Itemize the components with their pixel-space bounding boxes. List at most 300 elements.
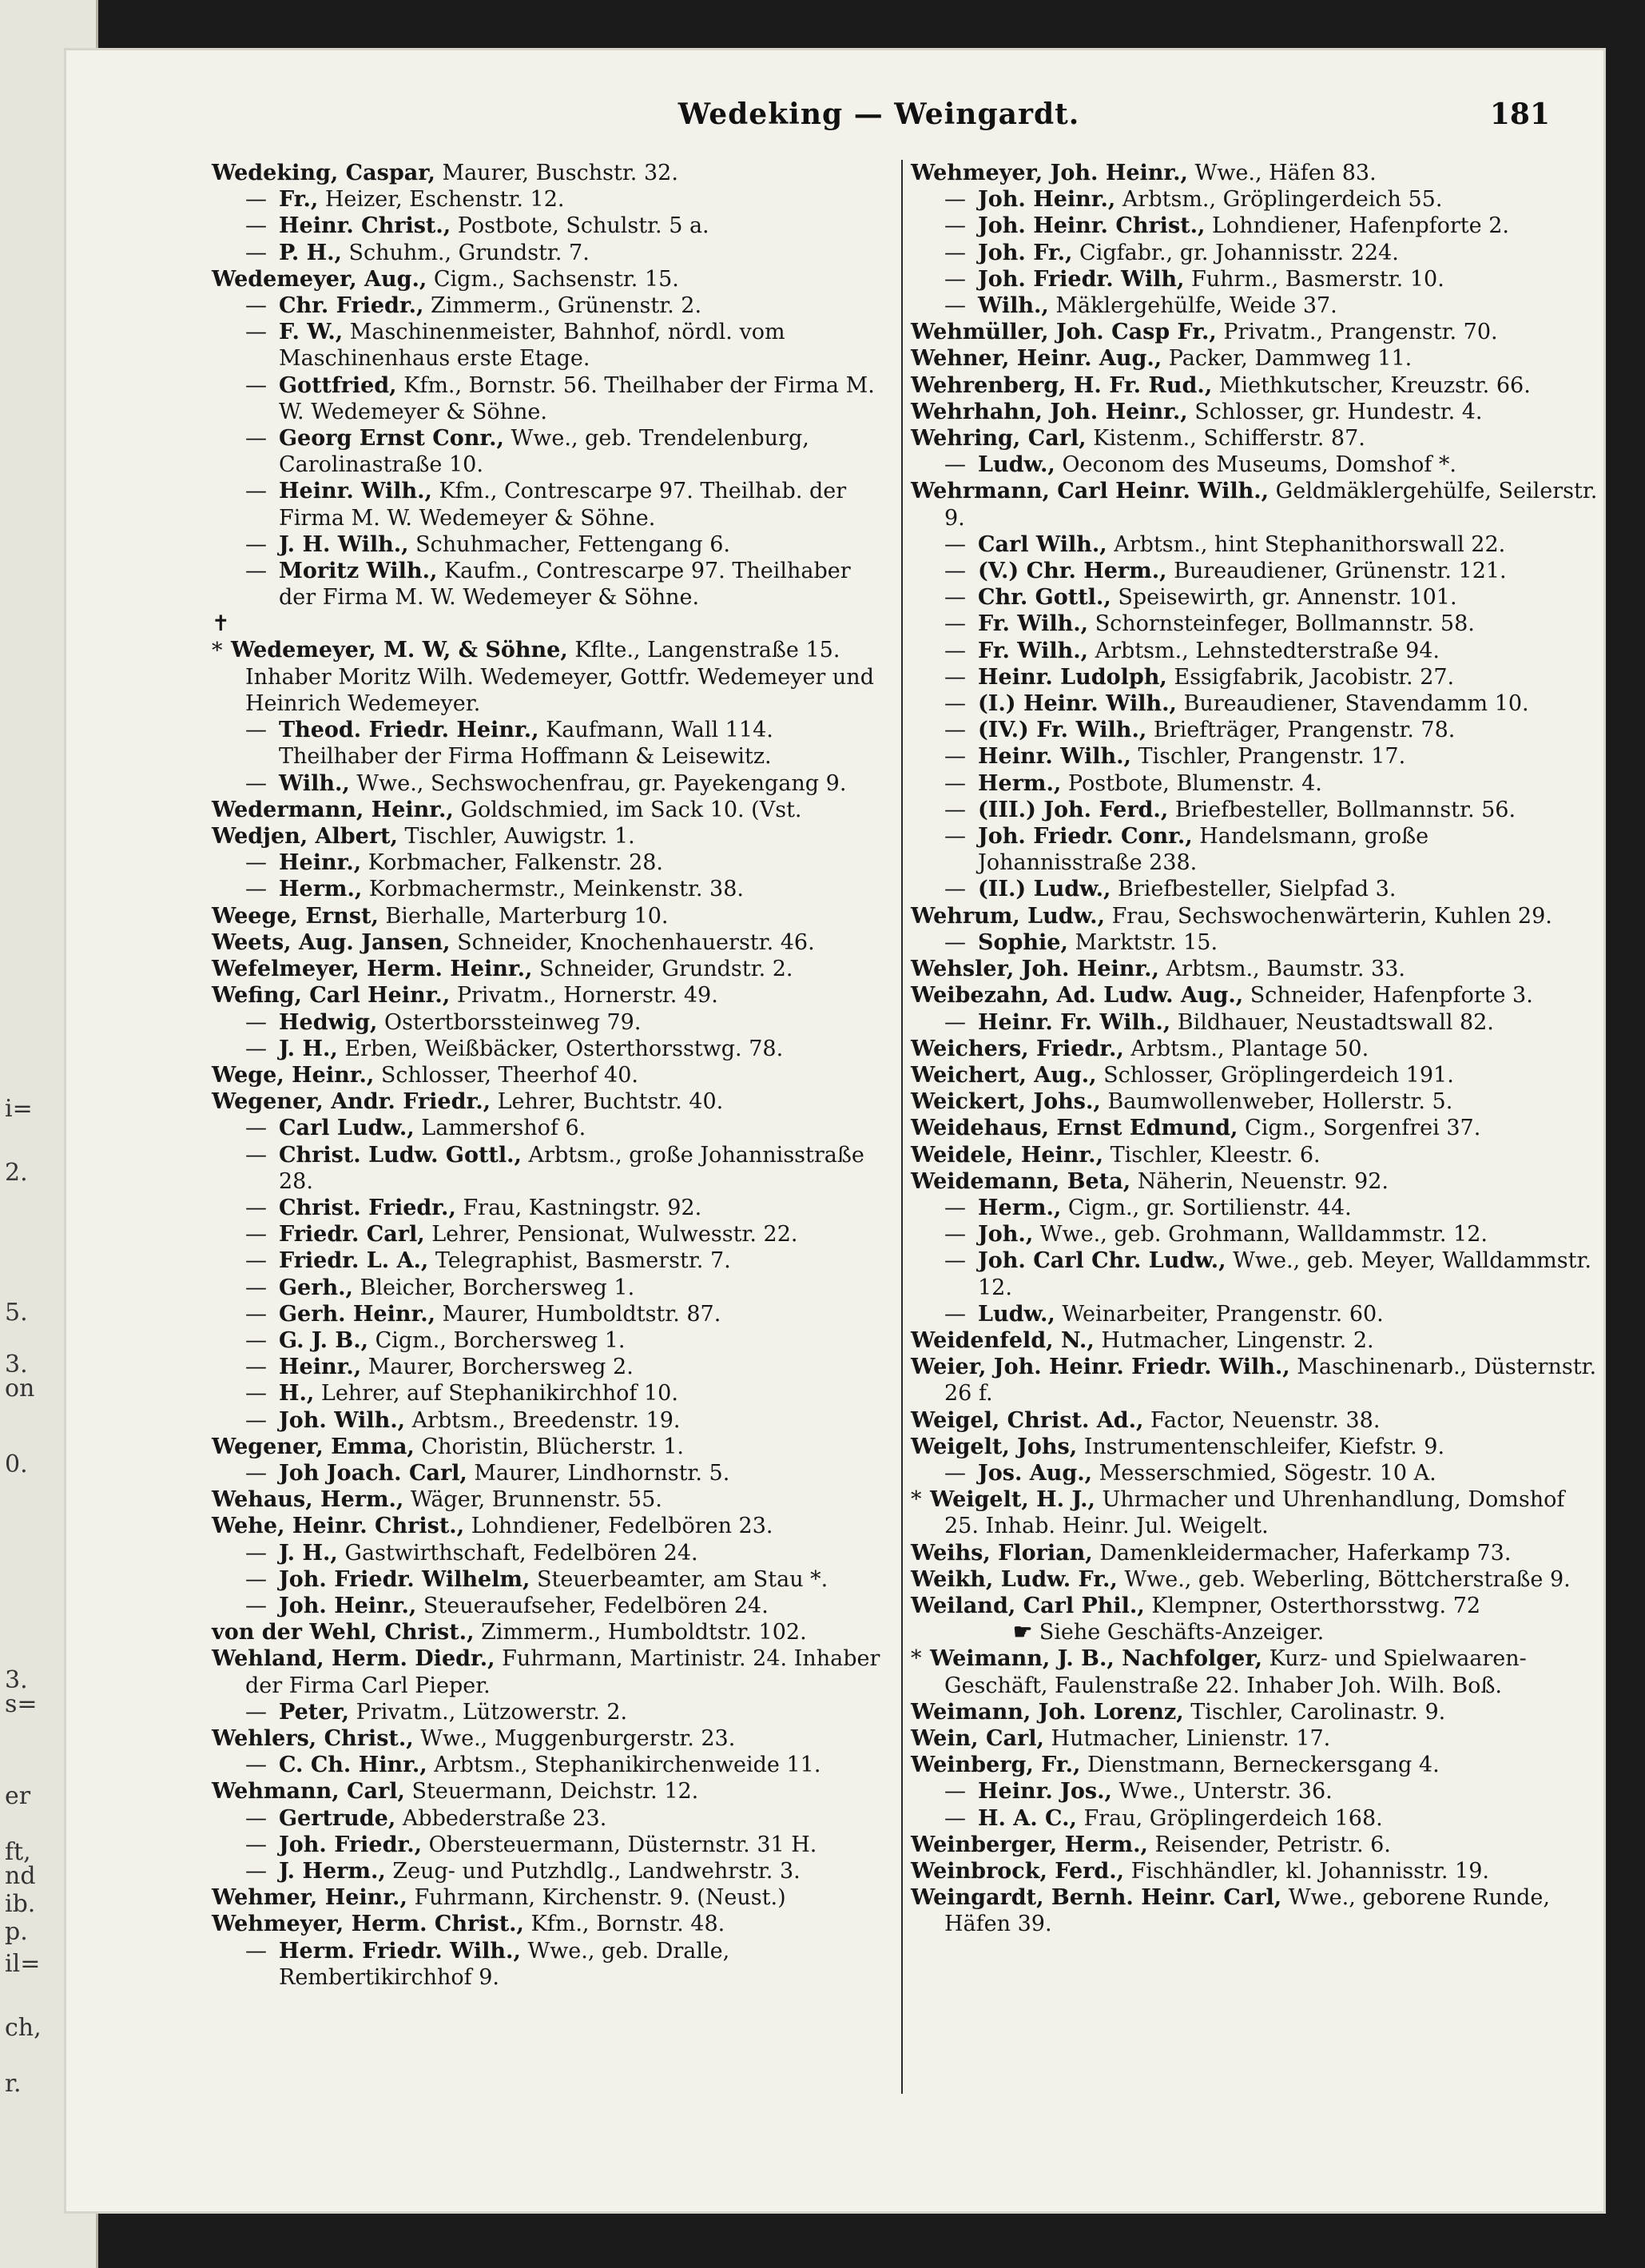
ditto-dash: — [944,1009,966,1035]
directory-entry [911,292,1598,319]
ditto-dash: — [245,1460,267,1486]
entry-details: Postbote, Blumenstr. 4. [1061,770,1322,796]
directory-entry [212,160,883,186]
ditto-dash: — [944,531,966,557]
entry-name: Wegener, Emma, [212,1434,415,1459]
directory-entry [911,929,1598,956]
entry-name: Weichert, Aug., [911,1062,1097,1088]
entry-details: Ostertborssteinweg 79. [377,1009,642,1035]
entry-name: Joh., [978,1222,1034,1247]
directory-entry [911,611,1598,637]
entry-details: Schuhm., Grundstr. 7. [341,240,590,265]
entry-name: Gerh., [279,1275,353,1300]
entry-name: Wedjen, Albert, [212,824,398,850]
entry-details: Wwe., geb. Trendelenburg, Carolinastraße 10. [279,426,809,478]
ditto-dash: — [944,1460,966,1486]
entry-name: Weikh, Ludw. Fr., [911,1566,1118,1592]
directory-entry [911,1221,1598,1247]
entry-details: Schornsteinfeger, Bollmannstr. 58. [1088,611,1475,637]
entry-name: J. H., [279,1540,338,1566]
ditto-dash: — [245,850,267,876]
entry-details: Maurer, Borchersweg 2. [361,1355,634,1380]
entry-details: Wwe., geb. Meyer, Walldammstr. 12. [978,1248,1592,1300]
entry-details: Zimmerm., Grünenstr. 2. [423,293,702,319]
page-header [64,97,1606,145]
entry-details: Kfm., Bornstr. 56. Theilhaber der Firma M. W. Wedemeyer & Söhne. [279,372,875,424]
entry-name: Fr., [279,187,319,213]
entry-details: Fuhrmann, Martinistr. 24. Inhaber der Firma Carl Pieper. [245,1646,880,1698]
entry-details: Speisewirth, gr. Annenstr. 101. [1111,585,1457,611]
entry-name: Wedeking, Caspar, [212,161,435,185]
directory-entry [911,1434,1598,1460]
entry-name: Christ. Ludw. Gottl., [279,1142,522,1168]
directory-entry [212,1009,883,1036]
ditto-dash: — [944,691,966,717]
entry-details: Schneider, Hafenpforte 3. [1243,983,1533,1009]
entry-name: Christ. Friedr., [279,1195,456,1220]
previous-page-fragment: nd [5,1862,36,1890]
entry-name: Weets, Aug. Jansen, [212,929,451,955]
directory-entry [911,345,1598,372]
entry-name: Peter, [279,1699,350,1725]
ditto-dash: — [944,213,966,239]
directory-entry [212,770,883,797]
right-column [911,160,1598,1938]
entry-details: Arbtsm., Stephanikirchenweide 11. [427,1753,821,1778]
entry-details: Arbtsm., Breedenstr. 19. [405,1407,681,1433]
entry-details: Wwe., Sechswochenfrau, gr. Payekengang 9. [349,770,847,796]
entry-name: Joh. Wilh., [279,1407,406,1433]
directory-entry [911,1354,1598,1407]
entry-details: Tischler, Auwigstr. 1. [397,824,635,850]
entry-details: Gastwirthschaft, Fedelbören 24. [337,1540,698,1566]
entry-details: Arbtsm., Plantage 50. [1123,1036,1369,1061]
entry-name: Fr. Wilh., [978,638,1089,663]
directory-entry [911,1062,1598,1088]
directory-entry [911,1832,1598,1858]
entry-details: Steuerbeamter, am Stau *. [530,1566,828,1592]
entry-details: Maurer, Lindhornstr. 5. [467,1460,730,1486]
directory-entry [911,1593,1598,1619]
directory-entry [212,956,883,982]
ditto-dash: — [245,559,267,584]
directory-entry [212,1884,883,1911]
entry-details: Baumwollenweber, Hollerstr. 5. [1100,1089,1453,1115]
ditto-dash: — [245,1036,267,1061]
entry-details: Tischler, Carolinastr. 9. [1183,1699,1446,1725]
ditto-dash: — [245,1832,267,1857]
ditto-dash: — [944,797,966,822]
entry-name: Joh. Friedr. Wilh, [978,266,1185,292]
directory-entry [911,638,1598,664]
entry-name: Herm., [978,770,1062,796]
entry-name: Herm., [279,877,363,902]
entry-name: F. W., [279,320,344,345]
previous-page-fragment: ch, [5,2014,42,2042]
entry-name: Joh. Friedr., [279,1832,422,1857]
entry-details: Schlosser, Theerhof 40. [374,1062,638,1088]
entry-details: Wwe., Muggenburgerstr. 23. [413,1725,736,1751]
entry-marker: * [911,1487,922,1513]
ditto-dash: — [944,293,966,319]
entry-details: Wwe., Häfen 83. [1187,161,1377,185]
directory-entry [212,1247,883,1274]
entry-name: Carl Ludw., [279,1116,415,1141]
entry-details: Obersteuermann, Düsternstr. 31 H. [422,1832,817,1857]
directory-entry [212,1486,883,1513]
directory-entry [911,903,1598,929]
directory-entry [911,1088,1598,1115]
entry-name: Weimann, J. B., Nachfolger, [930,1646,1263,1672]
entry-name: Heinr. Wilh., [978,744,1131,770]
directory-entry [212,1036,883,1062]
directory-entry [911,1619,1598,1645]
entry-name: H. A. C., [978,1805,1077,1831]
ditto-dash: — [944,559,966,584]
directory-entry [911,664,1598,690]
entry-details: Damenkleidermacher, Haferkamp 73. [1092,1540,1512,1566]
entry-name: Weibezahn, Ad. Ludw. Aug., [911,983,1244,1009]
previous-page-fragment: p. [5,1918,28,1946]
entry-details: Wwe., geb. Grohmann, Walldammstr. 12. [1033,1222,1488,1247]
directory-entry [212,558,883,611]
ditto-dash: — [245,1275,267,1300]
entry-details: Wwe., Unterstr. 36. [1111,1779,1333,1804]
ditto-dash: — [944,452,966,478]
entry-name: von der Wehl, Christ., [212,1620,475,1645]
directory-entry [911,160,1598,186]
entry-details: Kurz- und Spielwaaren-Geschäft, Faulenstraße 22. Inhaber Joh. Wilh. Boß. [944,1646,1527,1698]
directory-entry [911,1301,1598,1327]
ditto-dash: — [245,1699,267,1725]
entry-details: Fuhrmann, Kirchenstr. 9. (Neust.) [407,1885,786,1911]
entry-details: Arbtsm., Lehnstedterstraße 94. [1088,638,1440,663]
entry-details: Geldmäklergehülfe, Seilerstr. 9. [944,479,1598,531]
entry-details: Schneider, Knochenhauerstr. 46. [450,929,815,955]
entry-details: Heizer, Eschenstr. 12. [318,187,565,213]
entry-details: Briefträger, Prangenstr. 78. [1146,718,1456,743]
ditto-dash: — [245,877,267,902]
previous-page-fragment: s= [5,1690,38,1718]
directory-entry [911,1195,1598,1221]
directory-entry [911,213,1598,239]
entry-name: Wehe, Heinr. Christ., [212,1514,465,1539]
entry-details: Erben, Weißbäcker, Osterthorsstwg. 78. [337,1036,784,1061]
directory-entry [212,1566,883,1593]
entry-details: Arbtsm., Baumstr. 33. [1158,957,1405,982]
previous-page-fragment: on [5,1375,35,1403]
entry-details: Lammershof 6. [414,1116,586,1141]
entry-details: Oeconom des Museums, Domshof *. [1055,452,1456,478]
entry-name: Friedr. Carl, [279,1222,425,1247]
entry-details: Frau, Sechswochenwärterin, Kuhlen 29. [1104,903,1552,929]
entry-name: Weidemann, Beta, [911,1168,1131,1194]
entry-details: Tischler, Kleestr. 6. [1103,1142,1321,1168]
entry-details: Schlosser, gr. Hundestr. 4. [1187,399,1483,424]
entry-details: Kfm., Contrescarpe 97. Theilhab. der Firma M. W. Wedemeyer & Söhne. [279,479,847,531]
directory-entry [911,876,1598,902]
directory-entry [911,584,1598,611]
ditto-dash: — [245,770,267,796]
entry-details: Korbmachermstr., Meinkenstr. 38. [362,877,744,902]
ditto-dash: — [944,585,966,611]
entry-name: Wehrmann, Carl Heinr. Wilh., [911,479,1270,504]
entry-details: Maurer, Buschstr. 32. [435,161,678,185]
entry-name: Wein, Carl, [911,1725,1044,1751]
directory-entry [212,1407,883,1434]
entry-details: Lohndiener, Fedelbören 23. [464,1514,773,1539]
entry-details: Bleicher, Borchersweg 1. [352,1275,635,1300]
entry-details: Steueraufseher, Fedelbören 24. [416,1593,769,1618]
entry-details: Uhrmacher und Uhrenhandlung, Domshof 25. Inhab. Heinr. Jul. Weigelt. [944,1487,1565,1539]
entry-name: Weege, Ernst, [212,903,379,929]
entry-details: Kaufm., Contrescarpe 97. Theilhaber der Firma M. W. Wedemeyer & Söhne. [279,559,851,611]
directory-entry [911,770,1598,797]
entry-details: Reisender, Petristr. 6. [1147,1832,1391,1857]
previous-page-fragment: i= [5,1095,33,1123]
directory-entry [212,1513,883,1539]
entry-name: Wefing, Carl Heinr., [212,983,451,1009]
directory-entry [212,1858,883,1884]
directory-entry [212,797,883,823]
entry-name: Chr. Friedr., [279,293,424,319]
entry-name: Joh. Heinr., [279,1593,417,1618]
entry-details: Kaufmann, Wall 114. Theilhaber der Firma Hoffmann & Leisewitz. [279,718,773,770]
entry-details: Maschinenmeister, Bahnhof, nördl. vom Maschinenhaus erste Etage. [279,320,785,372]
entry-name: J. H. Wilh., [279,531,409,557]
directory-entry [212,1327,883,1354]
entry-name: Weiland, Carl Phil., [911,1593,1145,1618]
ditto-dash: — [245,1248,267,1274]
directory-entry [212,850,883,876]
entry-details: Telegraphist, Basmerstr. 7. [428,1248,731,1274]
entry-details: Privatm., Lützowerstr. 2. [349,1699,628,1725]
entry-name: Sophie, [978,929,1068,955]
previous-page-fragment: er [5,1782,31,1810]
ditto-dash: — [245,1381,267,1407]
directory-entry [911,717,1598,743]
ditto-dash: — [245,213,267,239]
directory-entry [911,797,1598,823]
directory-entry [911,399,1598,425]
entry-name: Wedemeyer, Aug., [212,266,427,292]
entry-name: Wehmeyer, Herm. Christ., [212,1912,524,1937]
directory-entry [212,1301,883,1327]
directory-entry [212,717,883,770]
entry-name: Ludw., [978,452,1055,478]
entry-details: Marktstr. 15. [1067,929,1218,955]
directory-entry [212,1434,883,1460]
entry-name: P. H., [279,240,342,265]
entry-details: Cigfabr., gr. Johannisstr. 224. [1072,240,1399,265]
directory-entry [911,1566,1598,1593]
entry-name: Chr. Gottl., [978,585,1111,611]
entry-details: Kfm., Bornstr. 48. [523,1912,725,1937]
entry-name: Wehland, Herm. Diedr., [212,1646,495,1672]
entry-details: Dienstmann, Berneckersgang 4. [1080,1753,1440,1778]
entry-details: Schuhmacher, Fettengang 6. [408,531,730,557]
entry-details: Arbtsm., große Johannisstraße 28. [279,1142,864,1194]
directory-entry [911,266,1598,292]
running-title: Wedeking — Weingardt. [677,97,1080,131]
directory-entry [911,1036,1598,1062]
entry-name: Weigel, Christ. Ad., [911,1407,1144,1433]
ditto-dash: — [245,1407,267,1433]
previous-page-fragment: r. [5,2070,22,2098]
entry-name: Wehlers, Christ., [212,1725,414,1751]
entry-name: (I.) Heinr. Wilh., [978,691,1177,717]
ditto-dash: — [245,1566,267,1592]
ditto-dash: — [944,744,966,770]
entry-name: Weingardt, Bernh. Heinr. Carl, [911,1885,1282,1911]
entry-marker: * [911,1646,922,1672]
entry-details: Choristin, Blücherstr. 1. [414,1434,685,1459]
entry-name: Wedermann, Heinr., [212,797,454,822]
directory-entry [911,1752,1598,1778]
ditto-dash: — [944,611,966,637]
directory-entry [212,1725,883,1752]
entry-details: Factor, Neuenstr. 38. [1143,1407,1381,1433]
entry-details: Wwe., geb. Weberling, Böttcherstraße 9. [1117,1566,1571,1592]
entry-details: Miethkutscher, Kreuzstr. 66. [1212,372,1531,398]
entry-name: Gottfried, [279,372,397,398]
directory-entry [212,1938,883,1991]
entry-name: Wehrum, Ludw., [911,903,1105,929]
ditto-dash: — [245,1593,267,1618]
directory-entry [911,956,1598,982]
entry-name: Weinberg, Fr., [911,1753,1081,1778]
column-divider [901,160,903,2094]
entry-details: Bureaudiener, Stavendamm 10. [1176,691,1529,717]
entry-name: Wehmeyer, Joh. Heinr., [911,161,1188,185]
entry-name: Wehring, Carl, [911,426,1087,452]
directory-entry [911,452,1598,478]
ditto-dash: — [944,1222,966,1247]
ditto-dash: — [245,320,267,345]
ditto-dash: — [944,266,966,292]
entry-name: H., [279,1381,315,1407]
entry-name: Joh Joach. Carl, [279,1460,467,1486]
ditto-dash: — [944,664,966,690]
entry-details: Siehe Geschäfts-Anzeiger. [1032,1620,1325,1645]
entry-name: Jos. Aug., [978,1460,1093,1486]
entry-name: Weichers, Friedr., [911,1036,1124,1061]
entry-details: Packer, Dammweg 11. [1162,346,1413,372]
entry-name: Joh. Carl Chr. Ludw., [978,1248,1226,1274]
entry-details: Lohndiener, Hafenpforte 2. [1205,213,1509,239]
directory-entry [911,1247,1598,1300]
directory-entry [212,292,883,319]
directory-entry [212,186,883,213]
entry-details: Cigm., Sorgenfrei 37. [1238,1116,1481,1141]
entry-details: Arbtsm., Gröplingerdeich 55. [1115,187,1443,213]
entry-details: Zimmerm., Humboldtstr. 102. [474,1620,807,1645]
entry-name: (III.) Joh. Ferd., [978,797,1169,822]
entry-name: Carl Wilh., [978,531,1107,557]
directory-entry [911,1540,1598,1566]
directory-entry [911,1778,1598,1804]
directory-entry [911,1645,1598,1698]
entry-name: Weidehaus, Ernst Edmund, [911,1116,1238,1141]
directory-entry [212,1115,883,1141]
entry-name: Gerh. Heinr., [279,1301,436,1327]
ditto-dash: — [245,1540,267,1566]
entry-name: J. Herm., [279,1859,386,1884]
ditto-dash: — [944,929,966,955]
entry-details: Lehrer, Pensionat, Wulwesstr. 22. [424,1222,798,1247]
entry-name: Gertrude, [279,1805,396,1831]
entry-name: Weimann, Joh. Lorenz, [911,1699,1184,1725]
entry-details: Wwe., geb. Dralle, Rembertikirchhof 9. [279,1938,730,1990]
directory-entry [212,1911,883,1937]
entry-name: Joh. Heinr. Christ., [978,213,1206,239]
entry-details: Arbtsm., hint Stephanithorswall 22. [1107,531,1506,557]
entry-details: Korbmacher, Falkenstr. 28. [361,850,664,876]
entry-name: Weinberger, Herm., [911,1832,1148,1857]
directory-entry [911,1407,1598,1434]
entry-details: Fischhändler, kl. Johannisstr. 19. [1124,1859,1489,1884]
ditto-dash: — [245,479,267,504]
ditto-dash: — [245,1327,267,1353]
directory-entry [212,1460,883,1486]
entry-name: Joh. Friedr. Wilhelm, [279,1566,530,1592]
entry-name: Wilh., [279,770,350,796]
ditto-dash: — [944,187,966,213]
entry-details: Steuermann, Deichstr. 12. [404,1779,699,1804]
directory-entry [911,743,1598,770]
directory-entry [212,1645,883,1698]
directory-entry [911,690,1598,717]
directory-entry [212,319,883,372]
ditto-dash: — [245,1859,267,1884]
directory-entry [911,1460,1598,1486]
directory-entry [911,1115,1598,1141]
entry-name: Weigelt, H. J., [930,1487,1095,1513]
entry-details: Maurer, Humboldtstr. 87. [435,1301,721,1327]
entry-name: Moritz Wilh., [279,559,438,584]
ditto-dash: — [245,1805,267,1831]
directory-entry [911,1009,1598,1036]
entry-details: Bildhauer, Neustadtswall 82. [1170,1009,1494,1035]
entry-details: Goldschmied, im Sack 10. (Vst. [453,797,802,822]
directory-entry [212,1221,883,1247]
entry-details: Bureaudiener, Grünenstr. 121. [1166,559,1507,584]
entry-details: Handelsmann, große Johannisstraße 238. [978,824,1429,876]
entry-name: Weigelt, Johs, [911,1434,1078,1459]
entry-name: Wehaus, Herm., [212,1487,404,1513]
directory-entry [212,982,883,1009]
directory-entry [212,1540,883,1566]
entry-details: Weinarbeiter, Prangenstr. 60. [1055,1301,1384,1327]
entry-name: Wehmer, Heinr., [212,1885,407,1911]
ditto-dash: — [245,1142,267,1168]
directory-entry [212,213,883,239]
directory-entry [212,903,883,929]
entry-name: Heinr., [279,1355,362,1380]
entry-details: Privatm., Hornerstr. 49. [450,983,718,1009]
entry-name: Wege, Heinr., [212,1062,375,1088]
entry-name: Wegener, Andr. Friedr., [212,1089,491,1115]
entry-name: Wedemeyer, M. W, & Söhne, [231,638,568,663]
ditto-dash: — [944,1248,966,1274]
entry-name: Heinr. Fr. Wilh., [978,1009,1171,1035]
entry-details: Instrumentenschleifer, Kiefstr. 9. [1077,1434,1445,1459]
entry-name: Wehner, Heinr. Aug., [911,346,1162,372]
previous-page-fragment: 3. [5,1666,28,1694]
entry-name: Wefelmeyer, Herm. Heinr., [212,957,533,982]
entry-details: Klempner, Osterthorsstwg. 72 [1144,1593,1481,1618]
ditto-dash: — [944,1195,966,1220]
